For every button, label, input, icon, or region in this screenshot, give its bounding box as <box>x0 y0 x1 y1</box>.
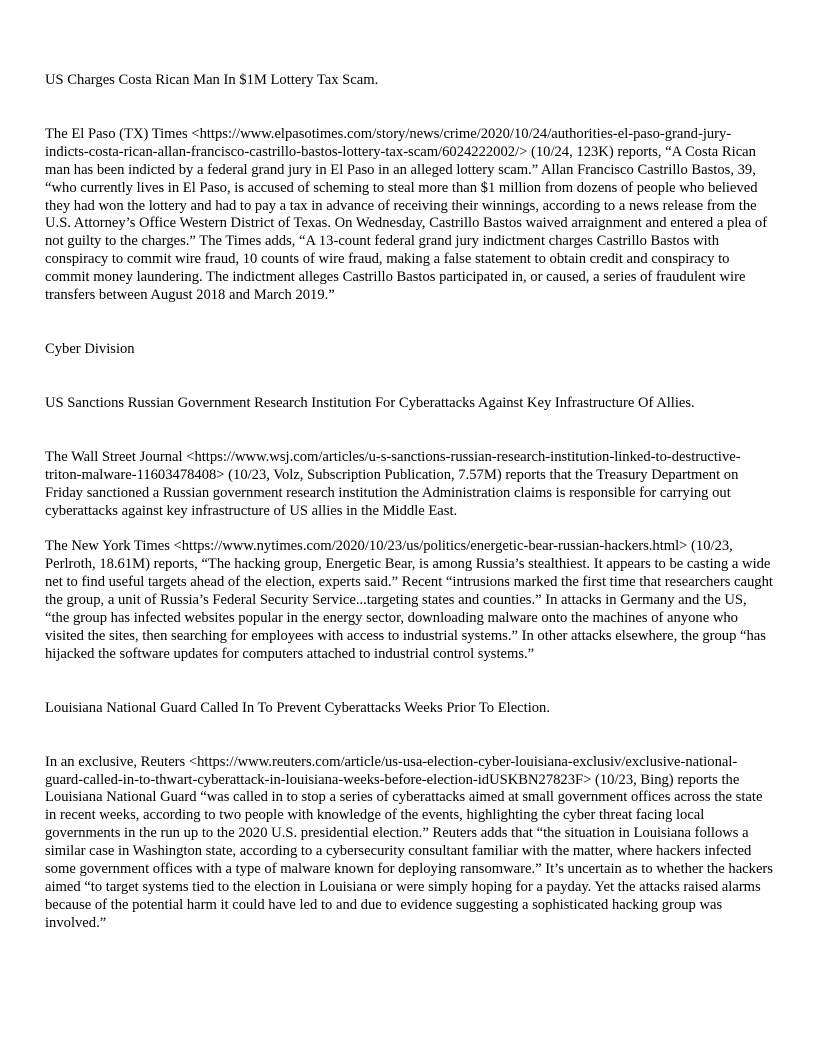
paragraph-el-paso-times: The El Paso (TX) Times <https://www.elpasotimes.com/story/news/crime/2020/10/24/authorities-el-paso-grand-jury-indicts-costa-rican-allan-francisco-castrillo-bastos-lottery-tax-scam/6024222002/> (10/24, 123K) reports, “A Costa Rican man has been indicted by a federal grand jury in El Paso in an alleged lottery scam.” Allan Francisco Castrillo Bastos, 39, “who currently lives in El Paso, is accused of scheming to steal more than $1 million from dozens of people who believed they had won the lottery and had to pay a tax in advance of receiving their winnings, according to a news release from the U.S. Attorney’s Office Western District of Texas. On Wednesday, Castrillo Bastos waived arraignment and entered a plea of not guilty to the charges.” The Times adds, “A 13-count federal grand jury indictment charges Castrillo Bastos with conspiracy to commit wire fraud, 10 counts of wire fraud, making a false statement to obtain credit and conspiracy to commit money laundering. The indictment alleges Castrillo Bastos participated in, or caused, a series of fraudulent wire transfers between August 2018 and March 2019.” <box>45 125 768 304</box>
section-heading-cyber-division: Cyber Division <box>45 340 135 357</box>
paragraph-reuters: In an exclusive, Reuters <https://www.reuters.com/article/us-usa-election-cyber-louisiana-exclusiv/exclusive-national-guard-called-in-to-thwart-cyberattack-in-louisiana-weeks-before-election-idUSKBN27823F> (10/23, Bing) reports the Louisiana National Guard “was called in to stop a series of cyberattacks aimed at small government offices across the state in recent weeks, according to two people with knowledge of the events, highlighting the cyber threat facing local governments in the run up to the 2020 U.S. presidential election.” Reuters adds that “the situation in Louisiana follows a similar case in Washington state, according to a cybersecurity consultant familiar with the matter, where hackers infected some government offices with a type of malware known for deploying ransomware.” It’s uncertain as to whether the hackers aimed “to target systems tied to the election in Louisiana or were simply hoping for a payday. Yet the attacks raised alarms because of the potential harm it could have led to and due to evidence suggesting a sophisticated hacking group was involved.” <box>45 753 773 931</box>
headline-louisiana-national-guard: Louisiana National Guard Called In To Prevent Cyberattacks Weeks Prior To Election. <box>45 699 551 716</box>
document-page <box>45 72 773 933</box>
headline-russian-sanctions: US Sanctions Russian Government Research Institution For Cyberattacks Against Key Infrastructure Of Allies. <box>45 394 695 411</box>
paragraph-wall-street-journal: The Wall Street Journal <https://www.wsj.com/articles/u-s-sanctions-russian-research-institution-linked-to-destructive-triton-malware-11603478408> (10/23, Volz, Subscription Publication, 7.57M) reports that the Treasury Department on Friday sanctioned a Russian government research institution the Administration claims is responsible for carrying out cyberattacks against key infrastructure of US allies in the Middle East. <box>45 448 741 519</box>
headline-lottery-scam: US Charges Costa Rican Man In $1M Lottery Tax Scam. <box>45 72 379 88</box>
paragraph-new-york-times: The New York Times <https://www.nytimes.com/2020/10/23/us/politics/energetic-bear-russian-hackers.html> (10/23, Perlroth, 18.61M) reports, “The hacking group, Energetic Bear, is among Russia’s stealthiest. It appears to be casting a wide net to find useful targets ahead of the election, experts said.” Recent “intrusions marked the first time that researchers caught the group, a unit of Russia’s Federal Security Service...targeting states and counties.” In attacks in Germany and the US, “the group has infected websites popular in the energy sector, downloading malware onto the machines of anyone who visited the sites, then searching for employees with access to industrial systems.” In other attacks elsewhere, the group “has hijacked the software updates for computers attached to industrial control systems.” <box>45 538 773 662</box>
